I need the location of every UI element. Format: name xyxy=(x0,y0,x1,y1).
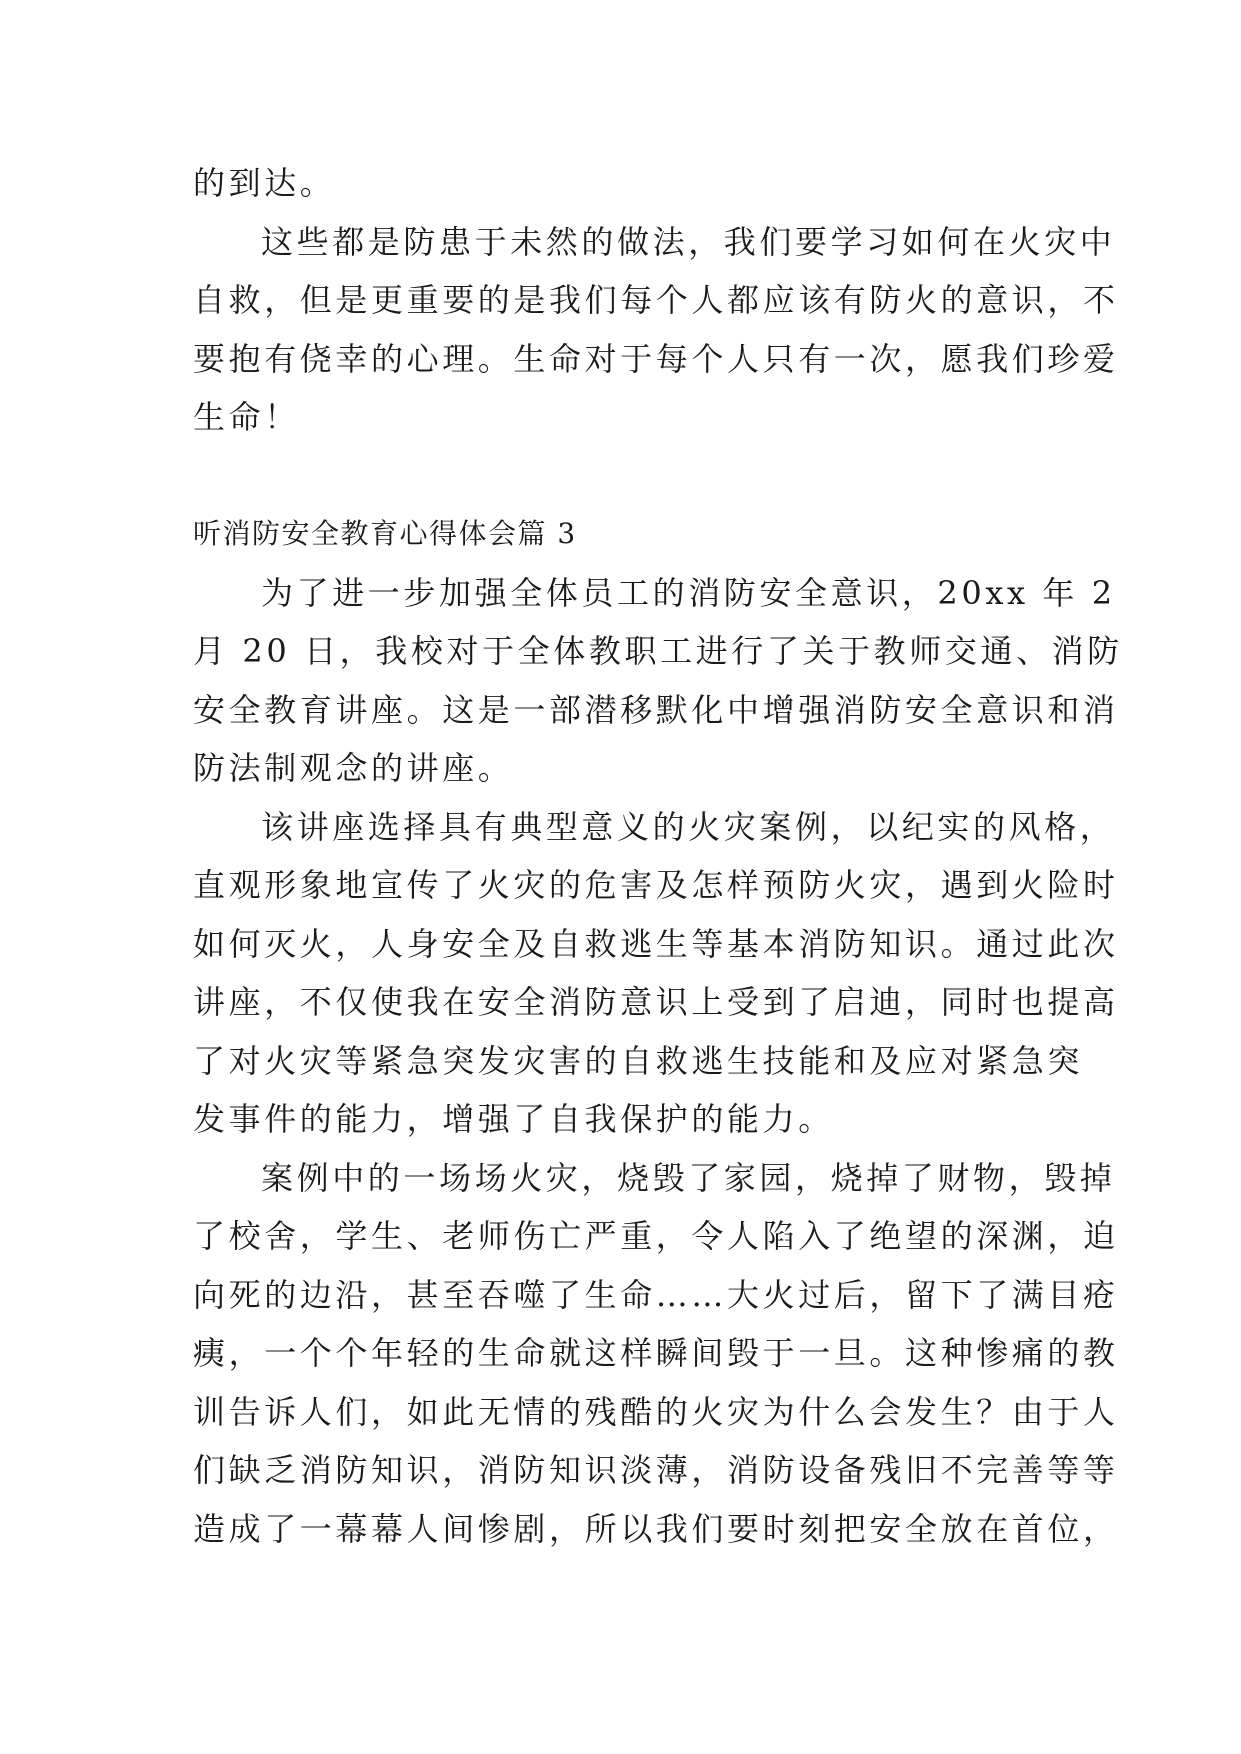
text-line: 防法制观念的讲座。 xyxy=(193,749,514,787)
text-line: 讲座，不仅使我在安全消防意识上受到了启迪，同时也提高 xyxy=(193,983,1119,1021)
text-line: 向死的边沿，甚至吞噬了生命……大火过后，留下了满目疮 xyxy=(193,1275,1119,1314)
text-line: 为了进一步加强全体员工的消防安全意识，20xx 年 2 xyxy=(261,573,1116,612)
paragraph-intro xyxy=(193,564,1123,798)
text-line: 安全教育讲座。这是一部潜移默化中增强消防安全意识和消 xyxy=(193,690,1119,729)
text-line: 了对火灾等紧急突发灾害的自救逃生技能和及应对紧急突 xyxy=(193,1041,1084,1080)
text-line: 这些都是防患于未然的做法，我们要学习如何在火灾中 xyxy=(261,222,1116,261)
text-line: 训告诉人们，如此无情的残酷的火灾为什么会发生？由于人 xyxy=(193,1392,1119,1431)
text-line: 们缺乏消防知识，消防知识淡薄，消防设备残旧不完善等等 xyxy=(193,1451,1119,1489)
section-heading: 听消防安全教育心得体会篇 3 xyxy=(193,517,577,550)
text-line: 痍，一个个年轻的生命就这样瞬间毁于一旦。这种惨痛的教 xyxy=(193,1334,1119,1372)
document-body xyxy=(193,154,1123,1558)
paragraph-continuation xyxy=(193,154,1053,213)
text-line: 生命！ xyxy=(193,398,300,436)
text-line: 如何灭火，人身安全及自救逃生等基本消防知识。通过此次 xyxy=(193,924,1119,963)
blank-line xyxy=(193,447,1053,506)
paragraph-conclusion xyxy=(193,213,1119,447)
paragraph-lecture xyxy=(193,798,1119,1149)
text-line: 案例中的一场场火灾，烧毁了家园，烧掉了财物，毁掉 xyxy=(261,1158,1116,1197)
text-line: 自救，但是更重要的是我们每个人都应该有防火的意识，不 xyxy=(193,281,1119,319)
text-line: 的到达。 xyxy=(193,164,336,202)
text-line: 要抱有侥幸的心理。生命对于每个人只有一次，愿我们珍爱 xyxy=(193,339,1119,378)
text-line: 直观形象地宣传了火灾的危害及怎样预防火灾，遇到火险时 xyxy=(193,866,1119,904)
text-line: 了校舍，学生、老师伤亡严重，令人陷入了绝望的深渊，迫 xyxy=(193,1217,1119,1255)
text-line: 造成了一幕幕人间惨剧，所以我们要时刻把安全放在首位， xyxy=(193,1509,1119,1548)
text-line: 发事件的能力，增强了自我保护的能力。 xyxy=(193,1100,834,1138)
text-line: 月 20 日，我校对于全体教职工进行了关于教师交通、消防 xyxy=(193,632,1123,670)
paragraph-cases xyxy=(193,1149,1119,1559)
text-line: 该讲座选择具有典型意义的火灾案例，以纪实的风格， xyxy=(261,807,1116,846)
